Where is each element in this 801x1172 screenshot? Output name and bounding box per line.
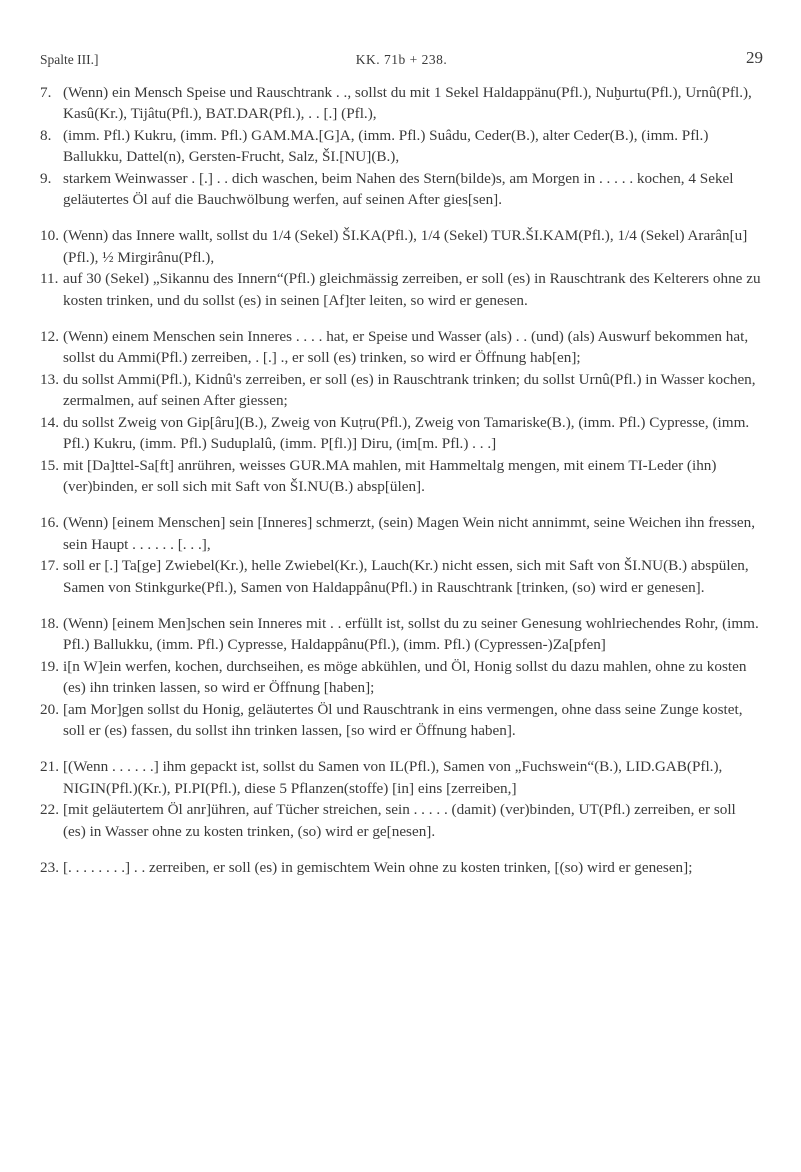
line-number: 11. — [40, 270, 59, 288]
column-label: Spalte III.] — [40, 52, 99, 67]
source-reference: KK. 71b + 238. — [355, 52, 448, 67]
numbered-line — [40, 756, 762, 799]
line-number: 12. — [40, 328, 59, 346]
numbered-line — [40, 268, 762, 311]
paragraph — [40, 857, 762, 878]
numbered-line — [40, 799, 762, 842]
line-text: i[n W]ein werfen, kochen, durchseihen, es möge abkühlen, und Öl, Honig sollst du dazu mahlen, ohne zu kosten (es) ihn trinken lassen, so wird er Öffnung [haben]; — [63, 657, 747, 697]
line-number: 20. — [40, 700, 59, 718]
numbered-line — [40, 168, 762, 211]
line-text: [mit geläutertem Öl anr]ühren, auf Tücher streichen, sein . . . . . (damit) (ver)binden, UT(Pfl.) zerreiben, er soll (es) in Wasser ohne zu kosten trinken, (so) wird er ge[nesen]. — [63, 801, 736, 840]
line-text: (Wenn) das Innere wallt, sollst du 1/4 (Sekel) ŠI.KA(Pfl.), 1/4 (Sekel) TUR.ŠI.KAM(Pfl.), 1/4 (Sekel) Ararân[u](Pfl.), ½ Mirgirânu(Pfl.), — [63, 227, 748, 266]
line-text: [am Mor]gen sollst du Honig, geläutertes Öl und Rauschtrank in eins vermengen, ohne dass seine Zunge kostet, soll er (es) fassen, du sollst ihn trinken lassen, [so wird er Öffnung haben]. — [63, 700, 743, 739]
numbered-line — [40, 613, 762, 656]
line-text: du sollst Ammi(Pfl.), Kidnû's zerreiben, er soll (es) in Rauschtrank trinken; du sollst Urnû(Pfl.) in Wasser kochen, zermalmen, auf seinen After giessen; — [63, 370, 756, 410]
line-text: mit [Da]ttel-Sa[ft] anrühren, weisses GUR.MA mahlen, mit Hammeltalg mengen, mit einem TI-Leder (ihn) (ver)binden, er soll sich mit Saft von ŠI.NU(B.) absp[ülen]. — [63, 456, 717, 495]
numbered-line — [40, 455, 762, 498]
translation-text — [40, 82, 762, 878]
line-number: 23. — [40, 859, 59, 876]
numbered-line — [40, 125, 762, 168]
line-text: soll er [.] Ta[ge] Zwiebel(Kr.), helle Zwiebel(Kr.), Lauch(Kr.) nicht essen, sich mit Saft von ŠI.NU(B.) abspülen, Samen von Stinkgurke(Pfl.), Samen von Haldappânu(Pfl.) in Rauschtrank [trinken, (so) wird er genesen]. — [63, 557, 749, 596]
paragraph — [40, 512, 762, 598]
line-number: 13. — [40, 370, 59, 388]
numbered-line — [40, 82, 762, 125]
numbered-line — [40, 512, 762, 555]
paragraph — [40, 756, 762, 842]
line-number: 16. — [40, 514, 59, 532]
paragraph — [40, 82, 762, 210]
line-number: 15. — [40, 456, 59, 474]
line-text: [. . . . . . . .] . . zerreiben, er soll (es) in gemischtem Wein ohne zu kosten trinken, [(so) wird er genesen]; — [63, 859, 693, 876]
line-number: 17. — [40, 557, 59, 575]
paragraph — [40, 613, 762, 741]
line-text: (Wenn) einem Menschen sein Inneres . . . . hat, er Speise und Wasser (als) . . (und) (als) Auswurf bekommen hat, sollst du Ammi(Pfl.) zerreiben, . [.] ., er soll (es) trinken, so wird er Öffnung hab[en]; — [63, 328, 749, 367]
line-text: du sollst Zweig von Gip[âru](B.), Zweig von Kuṭru(Pfl.), Zweig von Tamariske(B.), (imm. Pfl.) Cypresse, (imm. Pfl.) Kukru, (imm. Pfl.) Suduplalû, (imm. P[fl.)] Diru, (im[m. Pfl.) . . .] — [63, 413, 750, 453]
numbered-line — [40, 326, 762, 369]
line-number: 8. — [40, 126, 52, 144]
line-number: 10. — [40, 227, 59, 245]
numbered-line — [40, 369, 762, 412]
paragraph — [40, 326, 762, 497]
line-number: 7. — [40, 84, 52, 101]
numbered-line — [40, 656, 762, 699]
line-text: (imm. Pfl.) Kukru, (imm. Pfl.) GAM.MA.[G]A, (imm. Pfl.) Suâdu, Ceder(B.), alter Ceder(B.), (imm. Pfl.) Ballukku, Dattel(n), Gersten-Frucht, Salz, ŠI.[NU](B.), — [63, 126, 709, 166]
line-number: 14. — [40, 413, 59, 431]
numbered-line — [40, 555, 762, 598]
line-text: (Wenn) [einem Menschen] sein [Inneres] schmerzt, (sein) Magen Wein nicht annimmt, seine Weichen ihn fressen, sein Haupt . . . . . . [. . .], — [63, 514, 756, 553]
page-header — [40, 48, 763, 70]
paragraph — [40, 225, 762, 311]
numbered-line — [40, 412, 762, 455]
line-text: auf 30 (Sekel) „Sikannu des Innern“(Pfl.) gleichmässig zerreiben, er soll (es) in Rauschtrank des Kelterers ohne zu kosten trinken, und du sollst (es) in seinen [Af]ter leiten, so wird er genesen. — [63, 270, 761, 309]
page-number: 29 — [746, 48, 763, 67]
line-text: starkem Weinwasser . [.] . . dich waschen, beim Nahen des Stern(bilde)s, am Morgen in . . . . . kochen, 4 Sekel geläutertes Öl auf die Bauchwölbung werfen, auf seinen After gies[sen]. — [63, 169, 734, 209]
line-number: 21. — [40, 758, 59, 776]
line-number: 18. — [40, 614, 59, 632]
numbered-line — [40, 699, 762, 742]
line-number: 22. — [40, 801, 59, 819]
line-text: (Wenn) [einem Men]schen sein Inneres mit . . erfüllt ist, sollst du zu seiner Genesung wohlriechendes Rohr, (imm. Pfl.) Ballukku, (imm. Pfl.) Cypresse, Haldappânu(Pfl.), (imm. Pfl.) (Cypressen-)Za[pfen] — [63, 614, 759, 654]
numbered-line — [40, 857, 762, 878]
line-text: [(Wenn . . . . . .] ihm gepackt ist, sollst du Samen von IL(Pfl.), Samen von „Fuchswein“(B.), LID.GAB(Pfl.), NIGIN(Pfl.)(Kr.), PI.PI(Pfl.), diese 5 Pflanzen(stoffe) [in] eins [zerreiben,] — [63, 758, 723, 797]
numbered-line — [40, 225, 762, 268]
line-number: 9. — [40, 169, 52, 187]
line-number: 19. — [40, 657, 59, 675]
line-text: (Wenn) ein Mensch Speise und Rauschtrank . ., sollst du mit 1 Sekel Haldappänu(Pfl.), Nuḫurtu(Pfl.), Urnû(Pfl.), Kasû(Kr.), Tijâtu(Pfl.), BAT.DAR(Pfl.), . . [.] (Pfl.), — [63, 84, 752, 123]
